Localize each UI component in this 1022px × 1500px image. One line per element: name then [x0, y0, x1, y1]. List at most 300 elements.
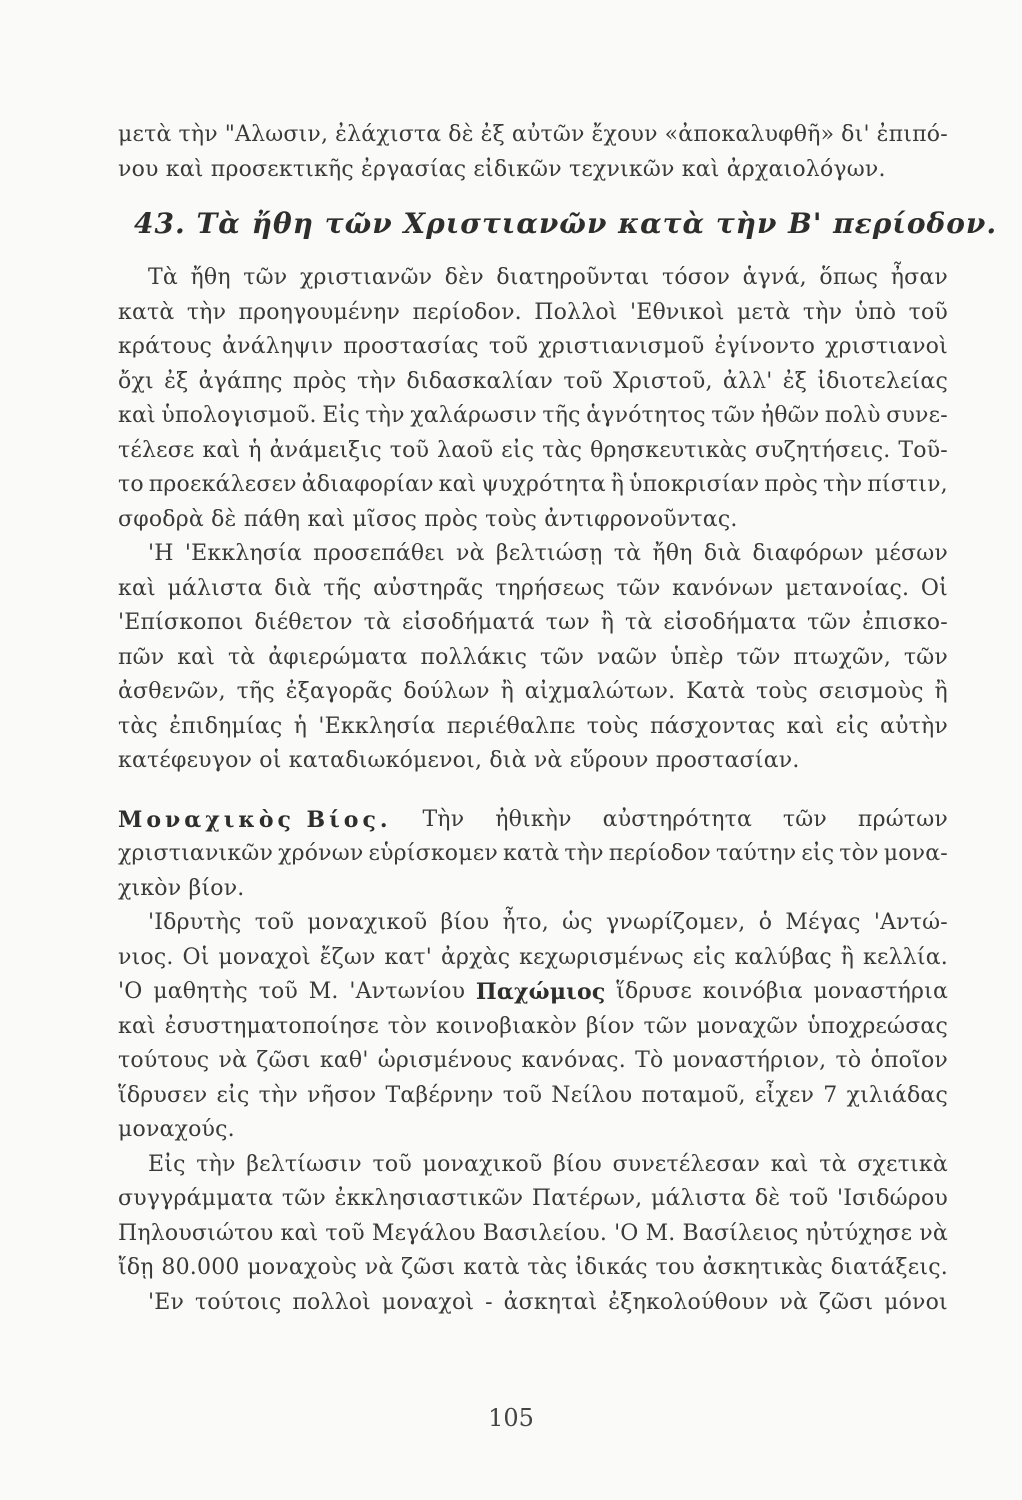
word: πῶν: [118, 644, 165, 670]
word: ἀγάπης: [198, 368, 283, 394]
text-line: [118, 710, 948, 745]
text-line: [118, 468, 948, 503]
word: ἵδρυσεν: [118, 1082, 208, 1108]
word: νὰ: [919, 1220, 948, 1246]
word: ὄχι: [118, 368, 154, 394]
word: ἰδιοτελείας: [817, 368, 948, 394]
word: μονα-: [883, 841, 948, 866]
word: καὶ: [438, 472, 477, 497]
word: τῆς: [542, 403, 581, 428]
word: ἤθη: [652, 541, 693, 566]
word: ἢ: [840, 944, 855, 970]
word: ἐκκλησιαστικῶν: [334, 1186, 524, 1211]
word: μετανοίας.: [785, 575, 910, 601]
word: νῆσον: [307, 1082, 377, 1108]
word: τῶν: [903, 644, 948, 670]
word: τὴν: [186, 299, 227, 325]
text-line: σφοδρὰ δὲ πάθη καὶ μῖσος πρὸς τοὺς ἀντιφρονοῦντας.: [118, 506, 738, 532]
word: ηὐτύχησε: [805, 1220, 913, 1246]
word: τὴν: [356, 368, 397, 394]
word: τῶν: [540, 644, 585, 670]
word: πολλοὶ: [292, 1289, 372, 1315]
word: ἐπισκο-: [862, 610, 948, 635]
word: ἐπιπό-: [876, 122, 948, 147]
word: Τὴν: [422, 806, 465, 832]
page-text: [118, 118, 998, 1320]
word: τῶν: [281, 1186, 326, 1211]
text-line: [118, 261, 948, 296]
word: Τὸ: [635, 1048, 664, 1073]
word: νὰ: [218, 1048, 248, 1073]
word: τοῦ: [372, 1151, 412, 1177]
word: τὰ: [363, 610, 392, 635]
word: κατὰ: [118, 299, 175, 325]
word: τὴν: [822, 472, 863, 497]
text-line: [118, 399, 948, 434]
word: πίστιν,: [867, 472, 948, 497]
paragraph-gap: [118, 779, 948, 803]
word: ζῶσι: [256, 1048, 311, 1073]
word: βελτίωσιν: [246, 1151, 362, 1177]
word: διατηροῦνται: [496, 265, 650, 290]
word: κοινόβια: [702, 979, 803, 1004]
text-line: [118, 330, 948, 365]
word: ὅπως: [819, 265, 879, 290]
word: ἠθῶν: [760, 403, 820, 428]
word: ναῶν: [597, 644, 658, 670]
word: ἔχουν: [591, 122, 658, 147]
word: βίου: [440, 910, 490, 935]
word: τηρήσεως: [495, 575, 605, 601]
word: Βασιλείου.: [482, 1220, 608, 1246]
word: χαλάρωσιν: [410, 403, 537, 428]
word: βίου: [553, 1151, 602, 1177]
word: ὁ: [758, 910, 773, 935]
word: ἤθη: [190, 265, 231, 290]
word: προηγουμένην: [238, 299, 401, 325]
word: ποταμοῦ,: [641, 1082, 746, 1108]
word: τῶν: [643, 1013, 688, 1039]
word: καὶ: [177, 644, 216, 670]
word: Βασίλειος: [682, 1220, 799, 1246]
word: διδασκαλίαν: [406, 368, 554, 394]
word: συνετέλεσαν: [612, 1151, 761, 1177]
word: βελτιώσῃ: [495, 541, 603, 566]
text-line: [118, 906, 948, 941]
word: ὑποχρεώσας: [807, 1013, 948, 1039]
word: κατὰ: [463, 1255, 520, 1280]
word: ἵδρυσε: [616, 979, 692, 1004]
word: νιος.: [118, 944, 174, 970]
word: Εἰς: [148, 1151, 186, 1177]
word: τὴν: [802, 299, 843, 325]
word: τούτοις: [194, 1289, 282, 1315]
word: ἢ: [500, 679, 514, 704]
word: πολὺ: [824, 403, 881, 428]
text-line: [118, 1044, 948, 1079]
text-line: κατέφευγον οἱ καταδιωκόμενοι, διὰ νὰ εὕρουν προστασίαν.: [118, 748, 800, 773]
word: νὰ: [364, 1255, 394, 1280]
word: 'Εν: [148, 1289, 185, 1315]
word: μόνοι: [884, 1289, 948, 1315]
word: χριστιανικῶν: [118, 841, 274, 866]
word: πρώτων: [857, 806, 948, 832]
word: ὡρισμένους: [377, 1048, 513, 1073]
word: δι': [841, 122, 870, 147]
word: καθ': [319, 1048, 369, 1073]
word: Μεγάλου: [371, 1220, 476, 1246]
word: τοῦ: [389, 437, 430, 463]
word: χρόνων: [278, 841, 364, 866]
word: χριστιανῶν: [299, 265, 433, 290]
word: θρησκευτικὰς: [590, 437, 748, 463]
word: κατὰ: [502, 841, 560, 866]
word: συνε-: [886, 403, 948, 428]
word: χιλιάδας: [846, 1082, 948, 1108]
word: πάσχοντας: [649, 713, 776, 739]
word: Πατέρων,: [531, 1186, 643, 1211]
word: ὡς: [562, 910, 593, 935]
word: αὐτὴν: [880, 713, 948, 739]
word: 'Ισιδώρου: [837, 1186, 948, 1211]
text-line: χικὸν βίον.: [118, 875, 245, 901]
word: μαθητὴς: [153, 979, 248, 1004]
text-line: [118, 975, 948, 1010]
text-line: [118, 365, 948, 400]
word: Ταβέρνην: [385, 1082, 494, 1108]
page-number: 105: [488, 1404, 534, 1432]
word: τῆς: [236, 679, 275, 704]
word: ἡ: [293, 713, 308, 739]
word: καὶ: [770, 1151, 809, 1177]
word: εἰς: [835, 713, 869, 739]
word: 'Αντώ-: [873, 910, 948, 935]
word: ὑπὸ: [854, 299, 897, 325]
text-line: [118, 675, 948, 710]
word: πολλάκις: [420, 644, 528, 670]
word: εὑρίσκομεν: [368, 841, 498, 866]
text-line: [118, 1010, 948, 1045]
word: χριστιανισμοῦ: [538, 334, 705, 359]
word: 'Αντωνίου: [349, 979, 466, 1004]
word: περίοδον.: [412, 299, 522, 325]
word: ζῶσι: [818, 1289, 874, 1315]
subsection-line: [118, 803, 948, 838]
text-line: [118, 1286, 948, 1321]
word: διατάξεις.: [830, 1255, 948, 1280]
word: 80.000: [161, 1255, 240, 1280]
word: τῶν: [616, 575, 661, 601]
word: διὰ: [274, 575, 312, 601]
word: μετὰ: [118, 122, 172, 147]
word: κατ': [384, 944, 433, 970]
word: μοναχικοῦ: [422, 1151, 543, 1177]
word: -: [485, 1289, 493, 1315]
word: ἐλάχιστα: [335, 122, 442, 147]
word: τὴν: [365, 403, 405, 428]
word: τὸν: [387, 1013, 428, 1039]
word: μοναχοὶ: [218, 944, 311, 970]
text-line: [118, 434, 948, 469]
word: μετὰ: [736, 299, 791, 325]
word: σχετικὰ: [857, 1151, 948, 1177]
word: ἦσαν: [890, 265, 948, 290]
text-line: [118, 1148, 948, 1183]
word: ἐπιδημίας: [169, 713, 283, 739]
text-line: [118, 572, 948, 607]
word: εἰς: [801, 841, 835, 866]
word: λαοῦ: [437, 437, 494, 463]
word: τὰς: [542, 437, 583, 463]
word: ἐγίνοντο: [714, 334, 816, 359]
text-line: [118, 537, 948, 572]
word: προσεπάθει: [313, 541, 445, 566]
word: Χριστοῦ,: [613, 368, 713, 394]
word: βίον: [585, 1013, 635, 1039]
word: ἀνάμειξις: [269, 437, 382, 463]
word: πτωχῶν,: [793, 644, 892, 670]
word: ἐξ: [782, 368, 808, 394]
word: κανόνας.: [521, 1048, 626, 1073]
word: Τὰ: [148, 265, 178, 290]
word: ἀφιερώματα: [268, 644, 408, 670]
word: κράτους: [118, 334, 213, 359]
word: τὰ: [819, 1151, 847, 1177]
word: διαφόρων: [752, 541, 864, 566]
word: μέσων: [874, 541, 948, 566]
word: δούλων: [403, 679, 490, 704]
word: τοὺς: [586, 713, 639, 739]
word: τὰς: [527, 1255, 568, 1280]
word: ἀδιαφορίαν: [301, 472, 434, 497]
word: εἰσοδήματά: [401, 610, 535, 635]
word: κεχωρισμένως: [519, 944, 684, 970]
word: χριστιανοὶ: [825, 334, 948, 359]
word: ἀσκητικὰς: [702, 1255, 823, 1280]
word: ὑπὲρ: [670, 644, 724, 670]
bold-name: Παχώμιος: [475, 979, 606, 1005]
text-line: [118, 1217, 948, 1252]
word: μοναχοὺς: [247, 1255, 357, 1280]
word: δὲ: [754, 1186, 781, 1211]
word: τέλεσε: [118, 437, 195, 463]
word: μοναστήριον,: [672, 1048, 827, 1073]
word: Μέγας: [785, 910, 861, 935]
word: τὰ: [625, 610, 653, 635]
word: τοῦ: [325, 1220, 365, 1246]
subsection-title: Μοναχικὸς Βίος.: [118, 806, 392, 833]
word: Μ.: [308, 979, 339, 1004]
word: 'Εκκλησία: [184, 541, 302, 566]
word: ταύτην: [715, 841, 797, 866]
word: σεισμοὺς: [818, 679, 924, 704]
word: δὲ: [448, 122, 474, 147]
word: ἐξαγορᾶς: [285, 679, 393, 704]
word: ἰδικάς: [575, 1255, 648, 1280]
word: Οἱ: [920, 575, 948, 601]
word: Νείλου: [551, 1082, 633, 1108]
word: μάλιστα: [651, 1186, 747, 1211]
word: πρὸς: [764, 472, 818, 497]
word: του: [655, 1255, 695, 1280]
word: Κατὰ: [686, 679, 746, 704]
word: ἀσθενῶν,: [118, 679, 226, 704]
word: συζητήσεις.: [755, 437, 891, 463]
word: τόσον: [661, 265, 731, 290]
word: αἰχμαλώτων.: [524, 679, 676, 704]
word: τὴν: [564, 841, 604, 866]
word: ἢ: [600, 610, 615, 635]
word: ἦτο,: [502, 910, 549, 935]
word: προεκάλεσεν: [148, 472, 297, 497]
word: καλύβας: [734, 944, 832, 970]
word: τῆς: [323, 575, 362, 601]
word: τὰ: [227, 644, 256, 670]
word: κοινοβιακὸν: [436, 1013, 578, 1039]
word: 'Εθνικοὶ: [629, 299, 725, 325]
word: αὐστηρότητα: [602, 806, 753, 832]
word: μοναστήρια: [813, 979, 948, 1004]
text-line: [118, 118, 948, 153]
word: εἶχεν: [754, 1082, 815, 1108]
word: περιέθαλπε: [446, 713, 576, 739]
word: μάλιστα: [167, 575, 263, 601]
word: τοῦ: [502, 1082, 543, 1108]
word: τὴν: [178, 122, 218, 147]
word: αὐστηρᾶς: [373, 575, 484, 601]
text-line: [118, 1182, 948, 1217]
word: ὑποκρισίαν: [629, 472, 760, 497]
word: τῶν: [243, 265, 288, 290]
word: 7: [823, 1082, 838, 1108]
word: ἁγνότητος: [586, 403, 706, 428]
text-line: [118, 1251, 948, 1286]
word: 'Ιδρυτὴς: [148, 910, 242, 935]
word: τοὺς: [756, 679, 808, 704]
word: "Αλωσιν,: [224, 122, 329, 147]
word: τὰ: [613, 541, 642, 566]
word: ἢ: [934, 679, 948, 704]
word: ἀλλ': [722, 368, 773, 394]
word: τῶν: [711, 403, 756, 428]
word: καὶ: [118, 575, 156, 601]
word: το: [118, 472, 144, 497]
word: εἰς: [501, 437, 535, 463]
word: νὰ: [456, 541, 485, 566]
word: καὶ: [118, 1013, 156, 1039]
word: καὶ: [202, 437, 241, 463]
word: πρὸς: [292, 368, 347, 394]
text-line: [118, 837, 948, 872]
word: κανόνων: [672, 575, 774, 601]
text-line: [118, 606, 948, 641]
word: τοῦ: [788, 1186, 829, 1211]
word: εἰς: [692, 944, 726, 970]
section-heading: 43. Τὰ ἤθη τῶν Χριστιανῶν κατὰ τὴν Β' περίοδον.: [134, 207, 998, 240]
word: καὶ: [786, 713, 825, 739]
word: μοναχοὶ: [381, 1289, 475, 1315]
word: ἀνάληψιν: [222, 334, 334, 359]
word: ἁγνά,: [742, 265, 807, 290]
text-line: [118, 1079, 948, 1114]
word: τῶν: [782, 806, 828, 832]
word: Πολλοὶ: [534, 299, 618, 325]
word: τῶν: [736, 644, 781, 670]
word: Οἱ: [182, 944, 210, 970]
word: τὸν: [839, 841, 879, 866]
word: δὲν: [444, 265, 484, 290]
word: ἐξ: [480, 122, 505, 147]
word: καὶ: [118, 403, 156, 428]
word: ὁποῖον: [870, 1048, 948, 1073]
word: τὴν: [196, 1151, 236, 1177]
text-line: μοναχούς.: [118, 1117, 235, 1142]
word: εἰς: [216, 1082, 250, 1108]
word: ἐξηκολούθουν: [608, 1289, 769, 1315]
word: 'Επίσκοποι: [118, 610, 244, 635]
word: Τοῦ-: [898, 437, 948, 463]
word: Πηλουσιώτου: [118, 1220, 274, 1246]
word: τὴν: [258, 1082, 298, 1108]
word: τῶν: [807, 610, 852, 635]
word: μοναχικοῦ: [307, 910, 428, 935]
word: 'Ο: [614, 1220, 639, 1246]
text-line: [118, 641, 948, 676]
word: ἢ: [610, 472, 625, 497]
word: μοναχῶν: [696, 1013, 799, 1039]
word: των: [545, 610, 590, 635]
word: Εἰς: [322, 403, 360, 428]
word: ὑπολογισμοῦ.: [161, 403, 317, 428]
word: συγγράμματα: [118, 1186, 274, 1211]
word: τὸ: [835, 1048, 862, 1073]
word: εἰσοδήματα: [663, 610, 797, 635]
word: ἔζων: [319, 944, 376, 970]
word: Μ.: [645, 1220, 676, 1246]
word: τούτους: [118, 1048, 210, 1073]
word: ἀσκηταὶ: [503, 1289, 598, 1315]
word: 'Η: [148, 541, 174, 566]
word: περίοδον: [608, 841, 711, 866]
text-line: [118, 941, 948, 976]
word: κελλία.: [863, 944, 948, 970]
word: διέθετον: [254, 610, 353, 635]
word: ζῶσι: [401, 1255, 456, 1280]
word: ἠθικὴν: [495, 806, 572, 832]
word: ἐσυστηματοποίησε: [164, 1013, 379, 1039]
word: τοῦ: [563, 368, 603, 394]
word: τοῦ: [908, 299, 948, 325]
word: ψυχρότητα: [481, 472, 606, 497]
word: τοῦ: [258, 979, 298, 1004]
word: διὰ: [703, 541, 742, 566]
word: ἡ: [248, 437, 262, 463]
word: ἀρχὰς: [440, 944, 511, 970]
word: ἐξ: [164, 368, 189, 394]
word: νὰ: [779, 1289, 809, 1315]
word: τοῦ: [488, 334, 529, 359]
word: 'Εκκλησία: [318, 713, 436, 739]
word: 'Ο: [118, 979, 143, 1004]
word: ἴδῃ: [118, 1255, 154, 1280]
text-line: νου καὶ προσεκτικῆς ἐργασίας εἰδικῶν τεχνικῶν καὶ ἀρχαιολόγων.: [118, 156, 886, 182]
word: τὰς: [118, 713, 158, 739]
word: τοῦ: [254, 910, 295, 935]
word: «ἀποκαλυφθῆ»: [664, 122, 835, 147]
word: προστασίας: [343, 334, 479, 359]
word: καὶ: [280, 1220, 319, 1246]
word: αὐτῶν: [511, 122, 585, 147]
